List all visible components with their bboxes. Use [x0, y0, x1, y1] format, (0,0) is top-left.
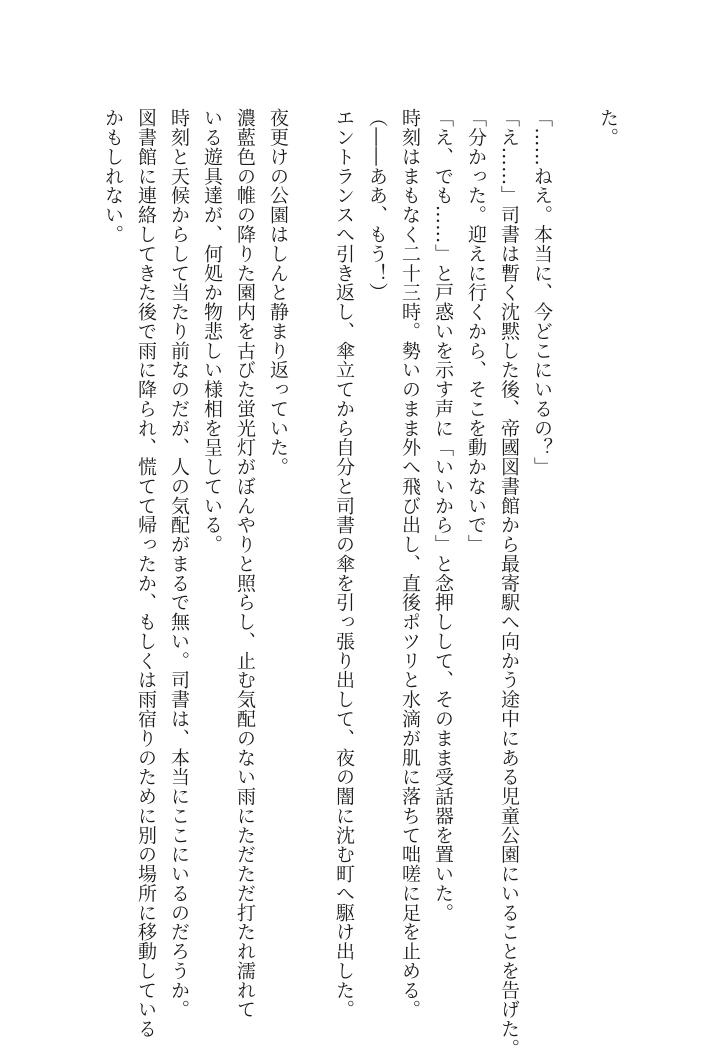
text-line: 時刻と天候からして当たり前なのだが、人の気配がまるで無い。司書は、本当にここにいるのだろうか。	[168, 108, 190, 1019]
text-line: 「え……」司書は暫く沈黙した後、帝國図書館から最寄駅へ向かう途中にある児童公園にいることを告げた。	[498, 108, 520, 1058]
text-line: 夜更けの公園はしんと静まり返っていた。	[267, 108, 289, 477]
text-line: いる遊具達が、何処か物悲しい様相を呈している。	[201, 108, 223, 554]
text-line: 「……ねえ。本当に、今どこにいるの？」	[531, 108, 553, 477]
text-line: （――ああ、もう！）	[366, 108, 388, 302]
text-line: エントランスへ引き返し、傘立てから自分と司書の傘を引っ張り出して、夜の闇に沈む町へ駆け出した。	[333, 108, 355, 1019]
text-line: 時刻はまもなく二十三時。勢いのまま外へ飛び出し、直後ポツリと水滴が肌に落ちて咄嗟に足を止める。	[399, 108, 421, 1019]
text-line: かもしれない。	[102, 108, 124, 244]
text-line: た。	[597, 108, 619, 147]
paragraph-break	[294, 108, 327, 928]
text-line: 「え、でも……」と戸惑いを示す声に「いいから」と念押しして、そのまま受話器を置いた。	[432, 108, 454, 922]
text-line: 濃藍色の帷の降りた園内を古びた蛍光灯がぼんやりと照らし、止む気配のない雨にただただ打たれ濡れて	[234, 108, 256, 1019]
paragraph-break	[558, 108, 591, 928]
text-line: 「分かった。迎えに行くから、そこを動かないで」	[465, 108, 487, 554]
vertical-text-body	[96, 108, 624, 1058]
text-line: 図書館に連絡してきた後で雨に降られ、慌てて帰ったか、もしくは雨宿りのために別の場所に移動している	[135, 108, 157, 1039]
